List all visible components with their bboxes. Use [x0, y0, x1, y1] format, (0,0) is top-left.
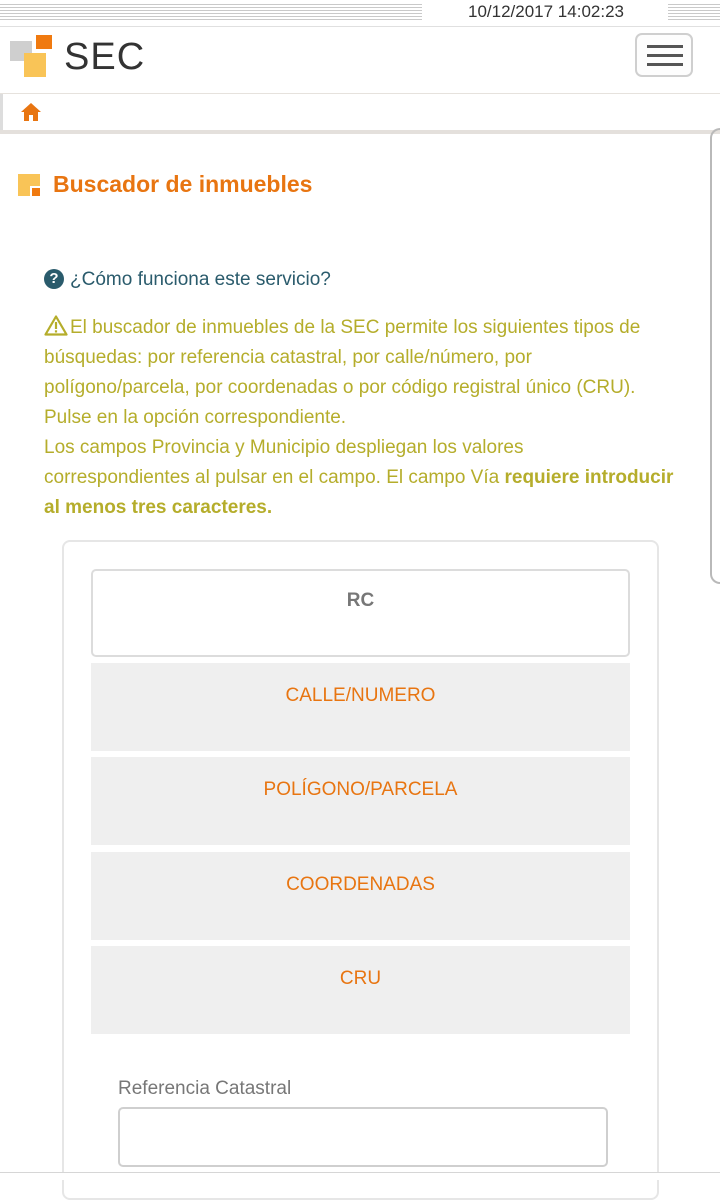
section-icon	[18, 174, 40, 196]
logo-text: SEC	[64, 36, 146, 78]
ref-catastral-label: Referencia Catastral	[118, 1078, 292, 1099]
search-panel	[62, 540, 659, 1200]
tab-calle-numero[interactable]: CALLE/NUMERO	[91, 663, 630, 751]
help-link[interactable]	[44, 266, 331, 294]
question-circle-icon: ?	[44, 269, 64, 289]
info-message	[44, 313, 674, 523]
status-bar-decoration	[0, 4, 422, 22]
sec-logo[interactable]	[10, 35, 146, 85]
side-drawer-handle[interactable]	[710, 128, 720, 584]
status-bar	[0, 0, 720, 26]
help-link-text: ¿Cómo funciona este servicio?	[70, 269, 331, 290]
logo-square-orange	[36, 35, 52, 49]
status-bar-decoration	[668, 4, 720, 22]
hamburger-menu-icon	[647, 54, 683, 57]
info-text: Los campos Provincia y Municipio despliegan los valores correspondientes al pulsar en el campo. El campo Vía	[44, 437, 524, 488]
breadcrumb-edge	[0, 94, 3, 130]
warning-icon	[44, 315, 68, 336]
info-text: El buscador de inmuebles de la SEC permite los siguientes tipos de búsquedas: por referencia catastral, por calle/número, por polígono/parcela, por coordenadas o por código registral único (CRU). Pulse en la opción correspondiente.	[44, 317, 641, 428]
tab-rc[interactable]: RC	[91, 569, 630, 657]
info-text-emphasis: requiere introducir al menos tres caracteres.	[44, 467, 674, 518]
tab-poligono-parcela[interactable]: POLÍGONO/PARCELA	[91, 757, 630, 845]
hamburger-menu-icon	[647, 45, 683, 48]
home-icon[interactable]	[20, 102, 42, 122]
tab-coordenadas[interactable]: COORDENADAS	[91, 852, 630, 940]
breadcrumb	[0, 94, 720, 134]
site-header	[0, 26, 720, 95]
logo-square-yellow	[24, 53, 46, 77]
hamburger-menu-button[interactable]	[635, 33, 693, 77]
tab-cru[interactable]: CRU	[91, 946, 630, 1034]
page-title: Buscador de inmuebles	[53, 171, 313, 197]
status-datetime: 10/12/2017 14:02:23	[468, 2, 624, 21]
hamburger-menu-icon	[647, 63, 683, 66]
ref-catastral-input[interactable]	[118, 1107, 608, 1167]
